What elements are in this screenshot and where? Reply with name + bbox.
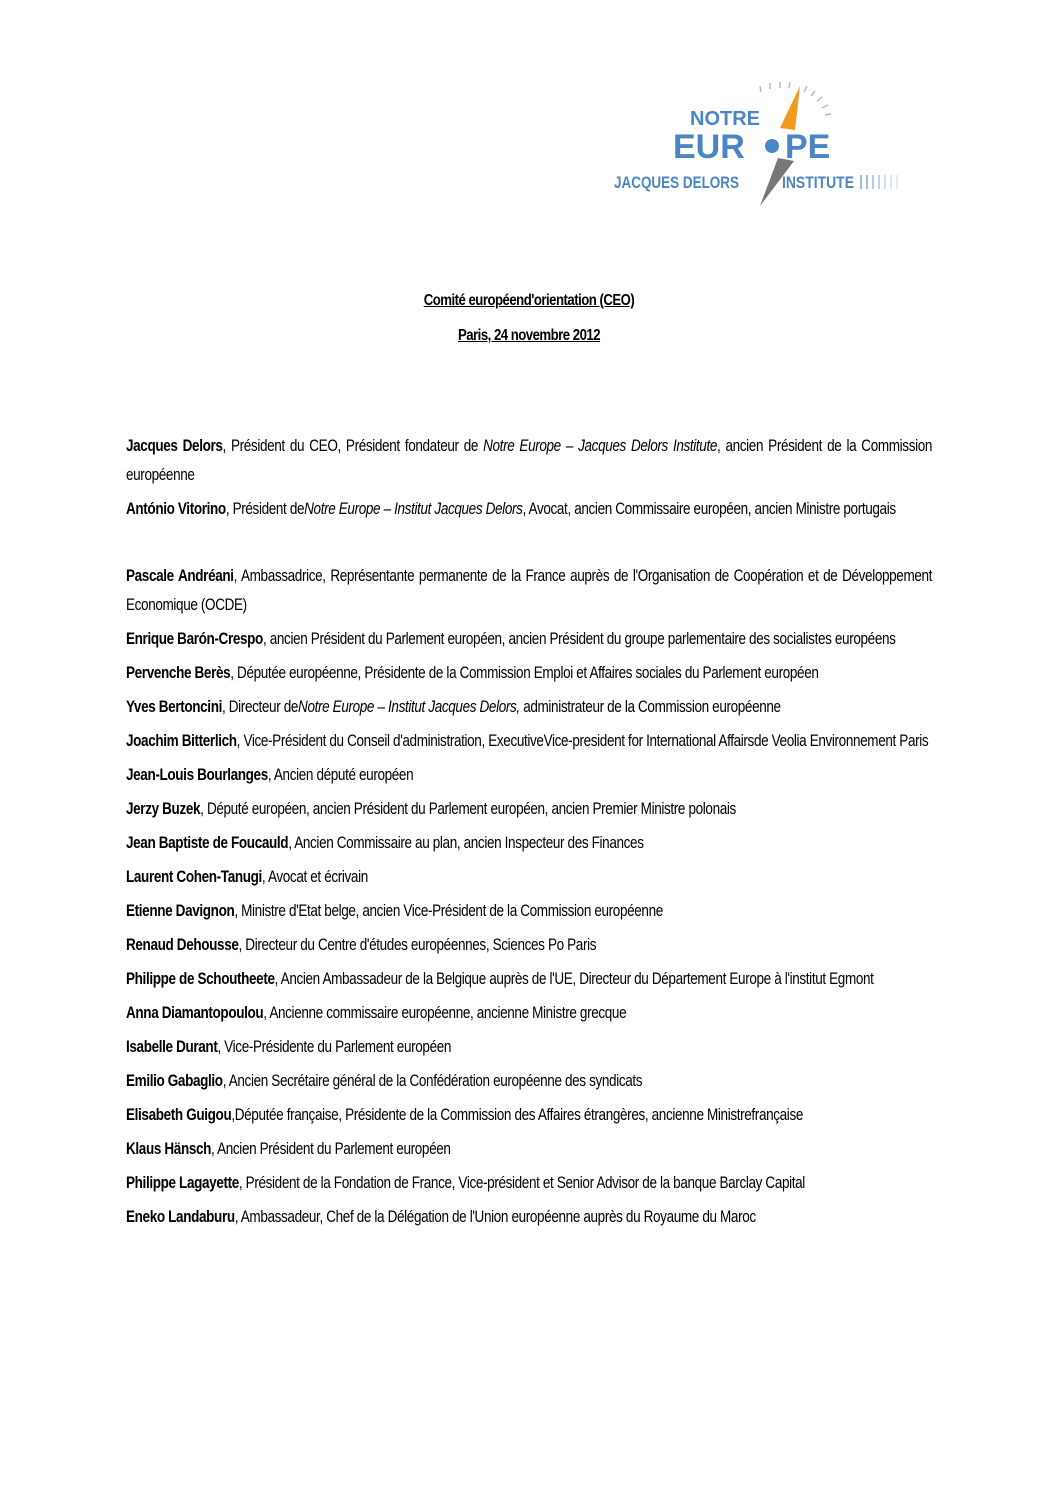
member-description: , Président de la Fondation de France, Vice-président et Senior Advisor de la banque Barclay Capital xyxy=(238,1174,805,1192)
member-entry xyxy=(126,931,932,960)
member-name: Jean-Louis Bourlanges xyxy=(126,766,268,784)
member-name: Jacques Delors xyxy=(126,437,223,455)
member-description: , Avocat, ancien Commissaire européen, ancien Ministre portugais xyxy=(522,500,896,518)
member-description: , Ancien Secrétaire général de la Confédération européenne des syndicats xyxy=(222,1072,643,1090)
member-name: Enrique Barón-Crespo xyxy=(126,630,263,648)
member-name: Pervenche Berès xyxy=(126,664,231,682)
notre-europe-logo xyxy=(610,78,910,213)
member-name: Laurent Cohen-Tanugi xyxy=(126,868,262,886)
member-name: Klaus Hänsch xyxy=(126,1140,212,1158)
member-description: , Président de xyxy=(225,500,305,518)
member-description: ,Députée française, Présidente de la Commission des Affaires étrangères, ancienne Ministrefrançaise xyxy=(231,1106,803,1124)
member-description: , Députée européenne, Présidente de la Commission Emploi et Affaires sociales du Parlement européen xyxy=(230,664,819,682)
svg-text:NOTRE: NOTRE xyxy=(690,108,760,130)
member-description: , Vice-Présidente du Parlement européen xyxy=(217,1038,452,1056)
svg-text:EUR: EUR xyxy=(673,128,745,166)
member-entry xyxy=(126,693,932,722)
member-name: Isabelle Durant xyxy=(126,1038,218,1056)
member-description: , Ambassadrice, Représentante permanente de la France auprès de l'Organisation de Coopération et de Développement Economique (OCDE) xyxy=(126,567,933,614)
member-description: , Ancien Commissaire au plan, ancien Inspecteur des Finances xyxy=(288,834,644,852)
member-description: , ancien Président du Parlement européen, ancien Président du groupe parlementaire des socialistes européens xyxy=(262,630,896,648)
member-name: Joachim Bitterlich xyxy=(126,732,237,750)
member-entry xyxy=(126,659,932,688)
member-description: , Député européen, ancien Président du Parlement européen, ancien Premier Ministre polonais xyxy=(200,800,736,818)
member-description: , Directeur de xyxy=(221,698,299,716)
member-description: , Directeur du Centre d'études européennes, Sciences Po Paris xyxy=(238,936,597,954)
member-name: Anna Diamantopoulou xyxy=(126,1004,264,1022)
document-subtitle: Paris, 24 novembre 2012 xyxy=(457,327,601,344)
member-entry xyxy=(126,761,932,790)
member-entry xyxy=(126,1033,932,1062)
member-entry xyxy=(126,999,932,1028)
member-description: , Président du CEO, Président fondateur de xyxy=(222,437,484,455)
member-entry xyxy=(126,1203,932,1232)
member-entry xyxy=(126,727,932,756)
member-description: , Ministre d'Etat belge, ancien Vice-Président de la Commission européenne xyxy=(234,902,663,920)
member-organization-italic: Notre Europe – Jacques Delors Institute xyxy=(483,437,718,455)
member-name: Yves Bertoncini xyxy=(126,698,222,716)
member-entry xyxy=(126,1101,932,1130)
member-entry xyxy=(126,432,932,490)
member-description: , Avocat et écrivain xyxy=(261,868,368,886)
member-name: Etienne Davignon xyxy=(126,902,235,920)
member-name: Renaud Dehousse xyxy=(126,936,239,954)
member-name: Emilio Gabaglio xyxy=(126,1072,223,1090)
svg-text:INSTITUTE: INSTITUTE xyxy=(782,173,854,192)
member-organization-italic: Notre Europe – Institut Jacques Delors xyxy=(304,500,523,518)
member-name: Philippe Lagayette xyxy=(126,1174,239,1192)
member-list xyxy=(126,432,932,1237)
member-entry xyxy=(126,965,932,994)
svg-text:JACQUES DELORS: JACQUES DELORS xyxy=(614,173,739,192)
member-entry xyxy=(126,495,932,524)
member-entry xyxy=(126,795,932,824)
member-entry xyxy=(126,625,932,654)
member-name: Jerzy Buzek xyxy=(126,800,201,818)
member-name: Jean Baptiste de Foucauld xyxy=(126,834,289,852)
member-entry xyxy=(126,829,932,858)
member-name: António Vitorino xyxy=(126,500,226,518)
member-entry xyxy=(126,863,932,892)
member-name: Philippe de Schoutheete xyxy=(126,970,275,988)
member-description: , Ambassadeur, Chef de la Délégation de l'Union européenne auprès du Royaume du Maroc xyxy=(234,1208,756,1226)
member-organization-italic: Notre Europe – Institut Jacques Delors, xyxy=(298,698,520,716)
document-title: Comité européend'orientation (CEO) xyxy=(423,292,635,309)
member-entry xyxy=(126,897,932,926)
member-name: Pascale Andréani xyxy=(126,567,234,585)
member-entry xyxy=(126,1135,932,1164)
member-description: , Ancienne commissaire européenne, ancienne Ministre grecque xyxy=(263,1004,627,1022)
member-name: Elisabeth Guigou xyxy=(126,1106,232,1124)
svg-text:PE: PE xyxy=(785,128,831,166)
member-entry xyxy=(126,562,932,620)
member-description: , Ancien Président du Parlement européen xyxy=(211,1140,451,1158)
member-description: , Vice-Président du Conseil d'administration, ExecutiveVice-president for International Affairsde Veolia Environnement Paris xyxy=(236,732,929,750)
member-entry xyxy=(126,1067,932,1096)
member-entry xyxy=(126,1169,932,1198)
member-description: , Ancien Ambassadeur de la Belgique auprès de l'UE, Directeur du Département Europe à l'institut Egmont xyxy=(274,970,874,988)
member-description: , Ancien député européen xyxy=(267,766,414,784)
member-description: , ancien Président de la Commission européenne xyxy=(126,437,933,484)
member-name: Eneko Landaburu xyxy=(126,1208,235,1226)
member-description: administrateur de la Commission européenne xyxy=(519,698,781,716)
